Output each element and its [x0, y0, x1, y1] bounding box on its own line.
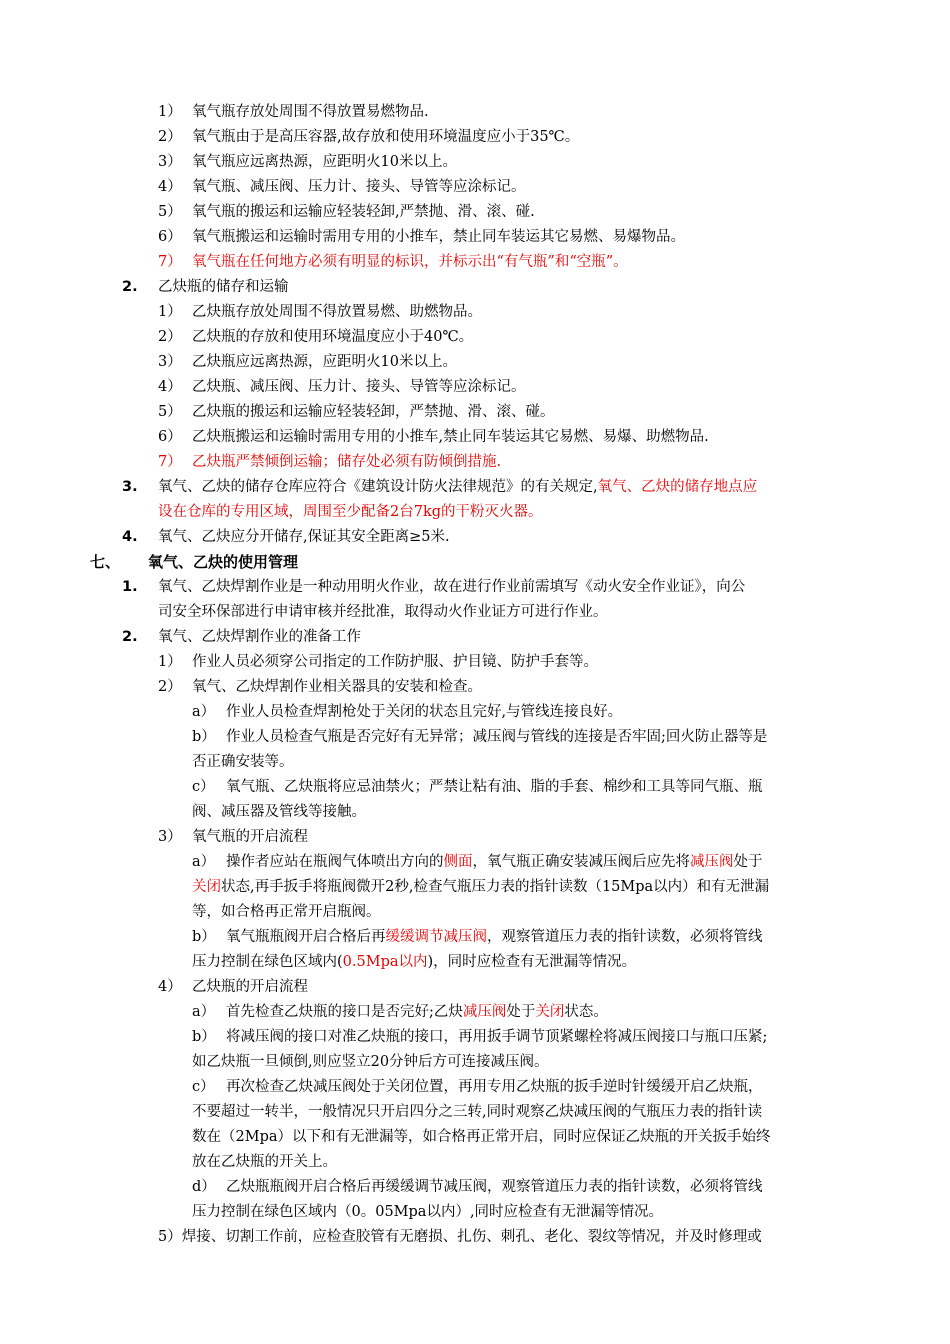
highlighted-text: 关闭	[535, 1004, 565, 1020]
sub-item-letter: b）	[192, 929, 216, 945]
heading-acetylene-storage	[122, 278, 289, 296]
item-number: 7）	[158, 454, 182, 470]
sub-item-text-continued: 不要超过一转半，一般情况只开启四分之三转,同时观察乙炔减压阀的气瓶压力表的指针读	[192, 1104, 763, 1120]
item-text: 氧气瓶应远离热源，应距明火10米以上。	[192, 154, 457, 170]
list-item	[158, 203, 535, 221]
item-number: 5）	[158, 404, 182, 420]
paragraph-text: 氧气、乙炔应分开储存,保证其安全距离≥5米.	[158, 529, 450, 545]
sub-item-text-continued: 如乙炔瓶一旦倾倒,则应竖立20分钟后方可连接减压阀。	[192, 1054, 549, 1070]
item-text: 氧气瓶的搬运和运输应轻装轻卸,严禁抛、滑、滚、碰.	[192, 204, 535, 220]
item-text: 氧气瓶存放处周围不得放置易燃物品.	[192, 104, 429, 120]
list-item	[158, 228, 685, 246]
item-number: 2）	[158, 679, 182, 695]
sub-item	[192, 928, 763, 946]
paragraph-storage-warehouse	[122, 478, 758, 496]
list-item	[158, 353, 457, 371]
highlighted-text: 减压阀	[462, 1004, 507, 1020]
item-text: 氧气、乙炔焊割作业相关器具的安装和检查。	[192, 679, 482, 695]
section-heading	[90, 553, 299, 571]
highlighted-text: 关闭	[192, 879, 221, 895]
sub-item-text: 再次检查乙炔减压阀处于关闭位置，再用专用乙炔瓶的扳手逆时针缓缓开启乙炔瓶，	[226, 1079, 763, 1095]
item-number: 6）	[158, 229, 182, 245]
list-item	[158, 828, 308, 846]
item-text: 作业人员必须穿公司指定的工作防护服、护目镜、防护手套等。	[192, 654, 598, 670]
sub-item-letter: b）	[192, 729, 216, 745]
sub-item-text-continued: 否正确安装等。	[192, 754, 294, 770]
sub-item	[192, 1028, 768, 1046]
section-title: 氧气、乙炔的使用管理	[148, 553, 299, 571]
highlighted-text: 设在仓库的专用区域，周围至少配备2台7kg的干粉灭火器。	[158, 504, 543, 520]
paragraph-text-continued: 司安全环保部进行申请审核并经批准，取得动火作业证方可进行作业。	[158, 604, 608, 620]
item-number: 3）	[158, 829, 182, 845]
item-text: 乙炔瓶的搬运和运输应轻装轻卸，严禁抛、滑、滚、碰。	[192, 404, 555, 420]
heading-preparation	[122, 628, 361, 646]
item-number: 3）	[158, 354, 182, 370]
item-number: 2）	[158, 129, 182, 145]
item-number: 4）	[158, 379, 182, 395]
sub-item	[192, 703, 623, 721]
sub-item	[192, 853, 763, 871]
item-number: 6）	[158, 429, 182, 445]
item-text: 乙炔瓶的存放和使用环境温度应小于40℃。	[192, 329, 474, 345]
sub-item-text: )，同时应检查有无泄漏等情况。	[427, 954, 637, 970]
sub-item-letter: b）	[192, 1029, 216, 1045]
item-text: 氧气瓶在任何地方必须有明显的标识，并标示出“有气瓶”和“空瓶”。	[192, 254, 628, 270]
sub-item-text: 氧气瓶、乙炔瓶将应忌油禁火；严禁让粘有油、脂的手套、棉纱和工具等同气瓶、瓶	[226, 779, 763, 795]
item-number: 3）	[158, 154, 182, 170]
item-text: 乙炔瓶应远离热源，应距明火10米以上。	[192, 354, 457, 370]
sub-item-text: 状态,再手扳手将瓶阀微开2秒,检查气瓶压力表的指针读数（15Mpa以内）和有无泄漏	[221, 879, 770, 895]
list-item	[158, 428, 709, 446]
list-item	[158, 403, 555, 421]
item-text: 氧气瓶由于是高压容器,故存放和使用环境温度应小于35℃。	[192, 129, 580, 145]
list-item	[158, 378, 526, 396]
paragraph-text: 氧气、乙炔的储存仓库应符合《建筑设计防火法律规范》的有关规定,	[158, 479, 598, 495]
highlighted-text: 侧面	[443, 854, 473, 870]
item-number: 1）	[158, 104, 182, 120]
list-item	[158, 303, 482, 321]
sub-item-letter: d）	[192, 1179, 216, 1195]
item-text: 氧气瓶搬运和运输时需用专用的小推车，禁止同车装运其它易燃、易爆物品。	[192, 229, 685, 245]
item-number: 1）	[158, 304, 182, 320]
highlighted-text: 缓缓调节减压阀	[385, 929, 487, 945]
paragraph-text: 氧气、乙炔焊割作业是一种动用明火作业，故在进行作业前需填写《动火安全作业证》，向公	[158, 579, 746, 595]
heading-text: 乙炔瓶的储存和运输	[158, 279, 289, 295]
heading-number: 2.	[122, 629, 138, 645]
list-item	[158, 678, 482, 696]
sub-item	[192, 778, 763, 796]
sub-item	[192, 728, 768, 746]
sub-item-letter: a）	[192, 854, 216, 870]
sub-item-text-continued: 放在乙炔瓶的开关上。	[192, 1154, 337, 1170]
sub-item-text: 状态。	[564, 1004, 608, 1020]
item-text: 乙炔瓶的开启流程	[192, 979, 308, 995]
list-item-highlighted	[158, 253, 628, 271]
list-item	[158, 178, 526, 196]
section-number: 七、	[90, 553, 121, 571]
sub-item-text: ，氧气瓶正确安装减压阀后应先将	[472, 854, 690, 870]
highlighted-text: 氧气、乙炔的储存地点应	[597, 479, 758, 495]
paragraph-number: 3.	[122, 479, 138, 495]
sub-item-text: 乙炔瓶瓶阀开启合格后再缓缓调节减压阀，观察管道压力表的指针读数，必须将管线	[226, 1179, 763, 1195]
highlighted-text: 减压阀	[690, 854, 734, 870]
paragraph-hot-work-permit	[122, 578, 746, 596]
list-item	[158, 153, 457, 171]
sub-item-text: 压力控制在绿色区域内(	[192, 954, 343, 970]
sub-item-letter: a）	[192, 704, 216, 720]
paragraph-separate-storage	[122, 528, 450, 546]
sub-item	[192, 1003, 608, 1021]
sub-item-text: 氧气瓶瓶阀开启合格后再	[226, 929, 386, 945]
list-item	[158, 103, 429, 121]
list-item	[158, 128, 580, 146]
sub-item-text: 首先检查乙炔瓶的接口是否完好;乙炔	[226, 1004, 463, 1020]
item-text: 乙炔瓶严禁倾倒运输；储存处必须有防倾倒措施.	[192, 454, 502, 470]
item-number: 4）	[158, 979, 182, 995]
list-item: 5）焊接、切割工作前，应检查胶管有无磨损、扎伤、刺孔、老化、裂纹等情况，并及时修理或	[158, 1229, 762, 1245]
sub-item-text: 作业人员检查气瓶是否完好有无异常；减压阀与管线的连接是否牢固;回火防止器等是	[226, 729, 768, 745]
sub-item-text-continued: 数在（2Mpa）以下和有无泄漏等，如合格再正常开启，同时应保证乙炔瓶的开关扳手始终	[192, 1129, 771, 1145]
sub-item	[192, 1078, 763, 1096]
list-item	[158, 978, 308, 996]
sub-item-text-continued: 阀、减压器及管线等接触。	[192, 804, 366, 820]
sub-item-text: 将减压阀的接口对准乙炔瓶的接口，再用扳手调节顶紧螺栓将减压阀接口与瓶口压紧;	[226, 1029, 768, 1045]
item-number: 4）	[158, 179, 182, 195]
item-text: 氧气瓶、减压阀、压力计、接头、导管等应涂标记。	[192, 179, 526, 195]
heading-number: 2.	[122, 279, 138, 295]
sub-item-text: 处于	[733, 854, 763, 870]
item-text: 氧气瓶的开启流程	[192, 829, 308, 845]
item-number: 2）	[158, 329, 182, 345]
item-number: 1）	[158, 654, 182, 670]
list-item	[158, 328, 474, 346]
sub-item-letter: c）	[192, 779, 215, 795]
item-number: 7）	[158, 254, 182, 270]
sub-item-text: ，观察管道压力表的指针读数，必须将管线	[487, 929, 763, 945]
sub-item-line	[192, 878, 769, 896]
list-item-highlighted	[158, 453, 502, 471]
sub-item-text: 操作者应站在瓶阀气体喷出方向的	[226, 854, 444, 870]
sub-item	[192, 1178, 763, 1196]
list-item	[158, 653, 598, 671]
sub-item-text-continued: 压力控制在绿色区域内（0。05Mpa以内）,同时应检查有无泄漏等情况。	[192, 1204, 664, 1220]
sub-item-letter: c）	[192, 1079, 215, 1095]
item-text: 乙炔瓶存放处周围不得放置易燃、助燃物品。	[192, 304, 482, 320]
highlighted-text: 0.5Mpa以内	[342, 954, 428, 970]
sub-item-text: 处于	[506, 1004, 536, 1020]
item-text: 乙炔瓶、减压阀、压力计、接头、导管等应涂标记。	[192, 379, 526, 395]
paragraph-number: 4.	[122, 529, 138, 545]
item-text: 乙炔瓶搬运和运输时需用专用的小推车,禁止同车装运其它易燃、易爆、助燃物品.	[192, 429, 709, 445]
item-number: 5）	[158, 204, 182, 220]
paragraph-number: 1.	[122, 579, 138, 595]
sub-item-letter: a）	[192, 1004, 216, 1020]
sub-item-text: 作业人员检查焊割枪处于关闭的状态且完好,与管线连接良好。	[226, 704, 623, 720]
sub-item-line	[192, 953, 636, 971]
heading-text: 氧气、乙炔焊割作业的准备工作	[158, 629, 361, 645]
sub-item-text-continued: 等，如合格再正常开启瓶阀。	[192, 904, 381, 920]
